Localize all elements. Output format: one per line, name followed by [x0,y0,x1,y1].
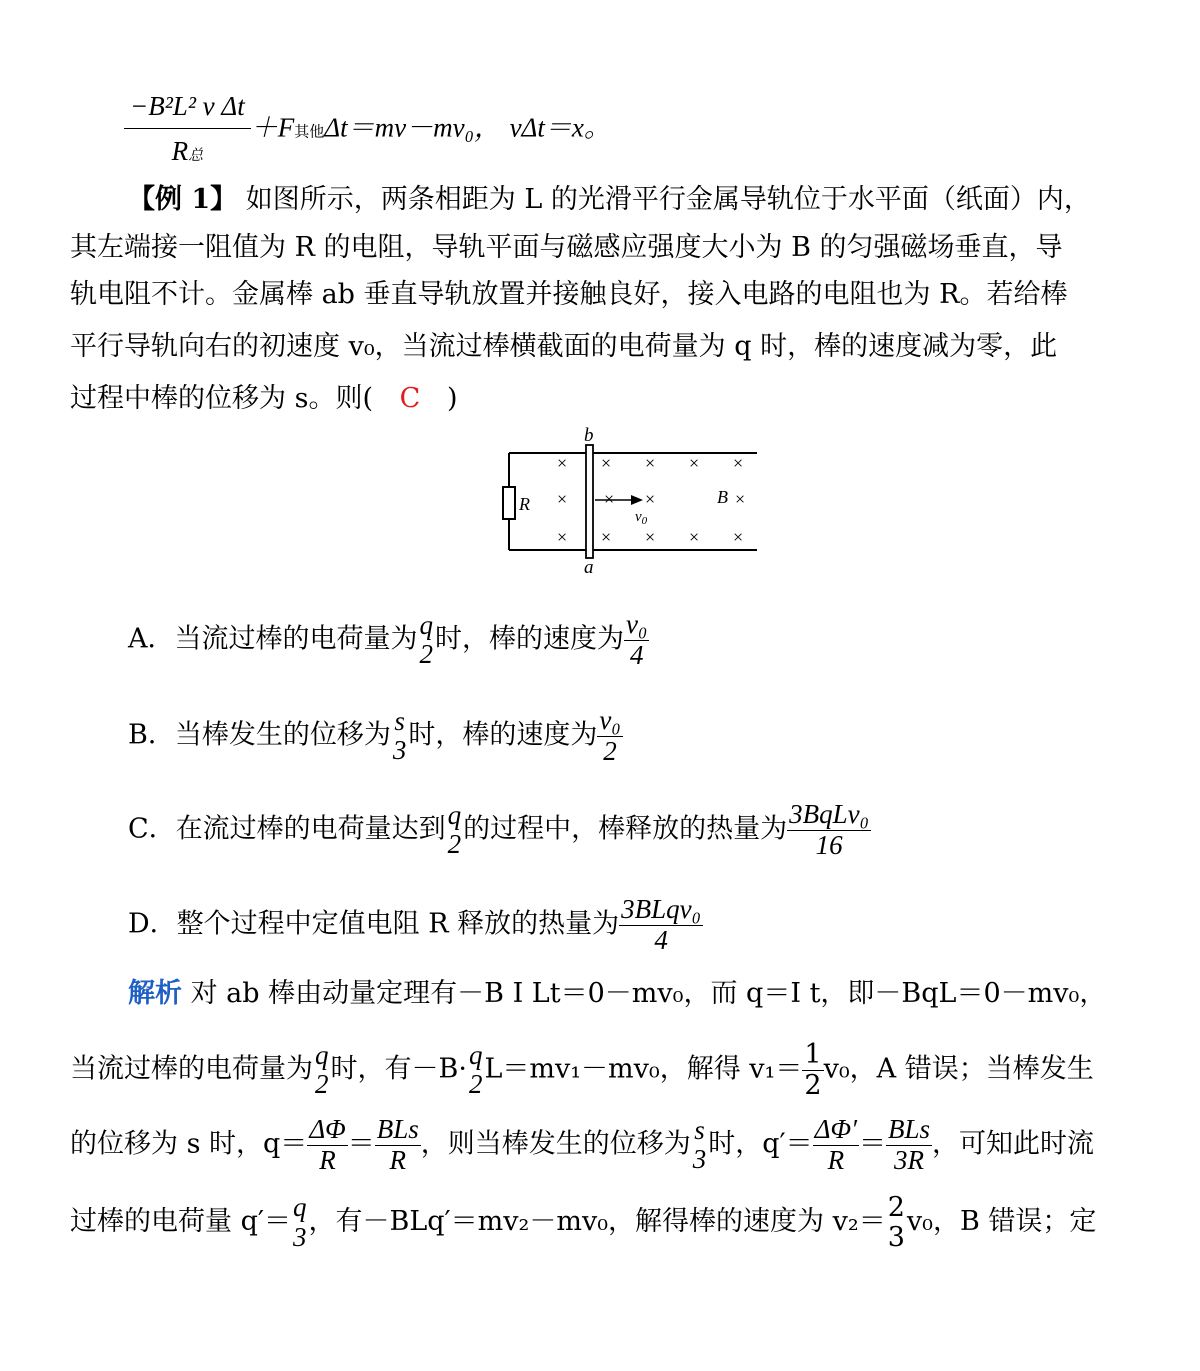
field-cross: × [601,453,612,473]
field-cross: × [601,527,612,547]
option-d[interactable]: D．整个过程中定值电阻 R 释放的热量为 $\frac{\text{3BLqv₀}}{4}$ [128,894,702,955]
resistor [503,487,515,519]
example-line-2: 其左端接一阻值为 R 的电阻，导轨平面与磁感应强度大小为 B 的匀强磁场垂直，导 [70,232,1063,263]
example-line-1: 【例 1】 如图所示，两条相距为 L 的光滑平行金属导轨位于水平面（纸面）内， [128,184,1091,215]
example-label: 【例 1】 [128,184,238,215]
field-cross: × [604,489,615,509]
rod-label-b: b [584,425,594,446]
field-cross: × [645,527,656,547]
answer-choice: C [399,383,421,414]
metal-rod [586,445,593,558]
field-cross: × [733,453,744,473]
example-line-5: 过程中棒的位移为 s。则( C ) [70,383,458,414]
field-cross: × [557,489,568,509]
analysis-line-2: 当流过棒的电荷量为 q 2 时，有－B· q 2 L＝mv₁－mv₀，解得 v₁＝ $\frac{1}{2}$ v₀，A 错误；当棒发生 [70,1039,1094,1101]
top-fraction-numerator: −B²L² v Δt [124,92,251,129]
analysis-line-3: 的位移为 s 时，q＝ $\frac{\Delta\Phi}{R}$ ＝ $\frac{\text{BLs}}{R}$ ，则当棒发生的位移为 s 3 时，q′＝ $\frac{\Delta\Phi'}{R}$ ＝ $\frac{\text{BLs}}{3R}$ ，可知此时流 [70,1114,1095,1175]
field-cross: × [689,527,700,547]
option-a[interactable]: A．当流过棒的电荷量为 q 2 时，棒的速度为 $\frac{\text{v₀}}{4}$ [128,609,648,670]
top-formula: $\frac{\text{−B²L² v Δt}}{\text{R总}}$ ＋F其他Δt＝mv－mv₀， vΔt＝x。 [124,92,611,166]
example-line-3: 轨电阻不计。金属棒 ab 垂直导轨放置并接触良好，接入电路的电阻也为 R。若给棒 [70,279,1068,310]
analysis-line-4: 过棒的电荷量 q′＝ q 3 ，有－BLq′＝mv₂－mv₀，解得棒的速度为 v₂＝ 2 3 v₀，B 错误；定 [70,1192,1097,1253]
example-line-4: 平行导轨向右的初速度 v₀，当流过棒横截面的电荷量为 q 时，棒的速度减为零，此 [70,331,1058,362]
analysis-line-1: 解析 对 ab 棒由动量定理有－B I Lt＝0－mv₀，而 q＝I t，即－BqL＝0－mv₀， [128,978,1107,1009]
field-cross: × [733,527,744,547]
option-b[interactable]: B．当棒发生的位移为 s 3 时，棒的速度为 $\frac{\text{v₀}}{2}$ [128,705,621,766]
rod-label-a: a [584,557,594,578]
field-cross: × [735,489,746,509]
option-c[interactable]: C．在流过棒的电荷量达到 q 2 的过程中，棒释放的热量为 $\frac{\text{3BqLv₀}}{16}$ [128,799,870,860]
field-label-B: B [717,487,728,507]
field-cross: × [557,453,568,473]
resistor-label: R [519,494,530,514]
velocity-label: $v_0$ [635,509,648,527]
field-cross: × [689,453,700,473]
circuit-diagram [495,425,765,580]
field-cross: × [645,453,656,473]
top-fraction-denominator: R [171,135,189,166]
field-cross: × [557,527,568,547]
analysis-label: 解析 [128,978,182,1009]
top-fraction: $\frac{\text{−B²L² v Δt}}{\text{R总}}$ [124,92,251,166]
field-cross: × [645,489,656,509]
